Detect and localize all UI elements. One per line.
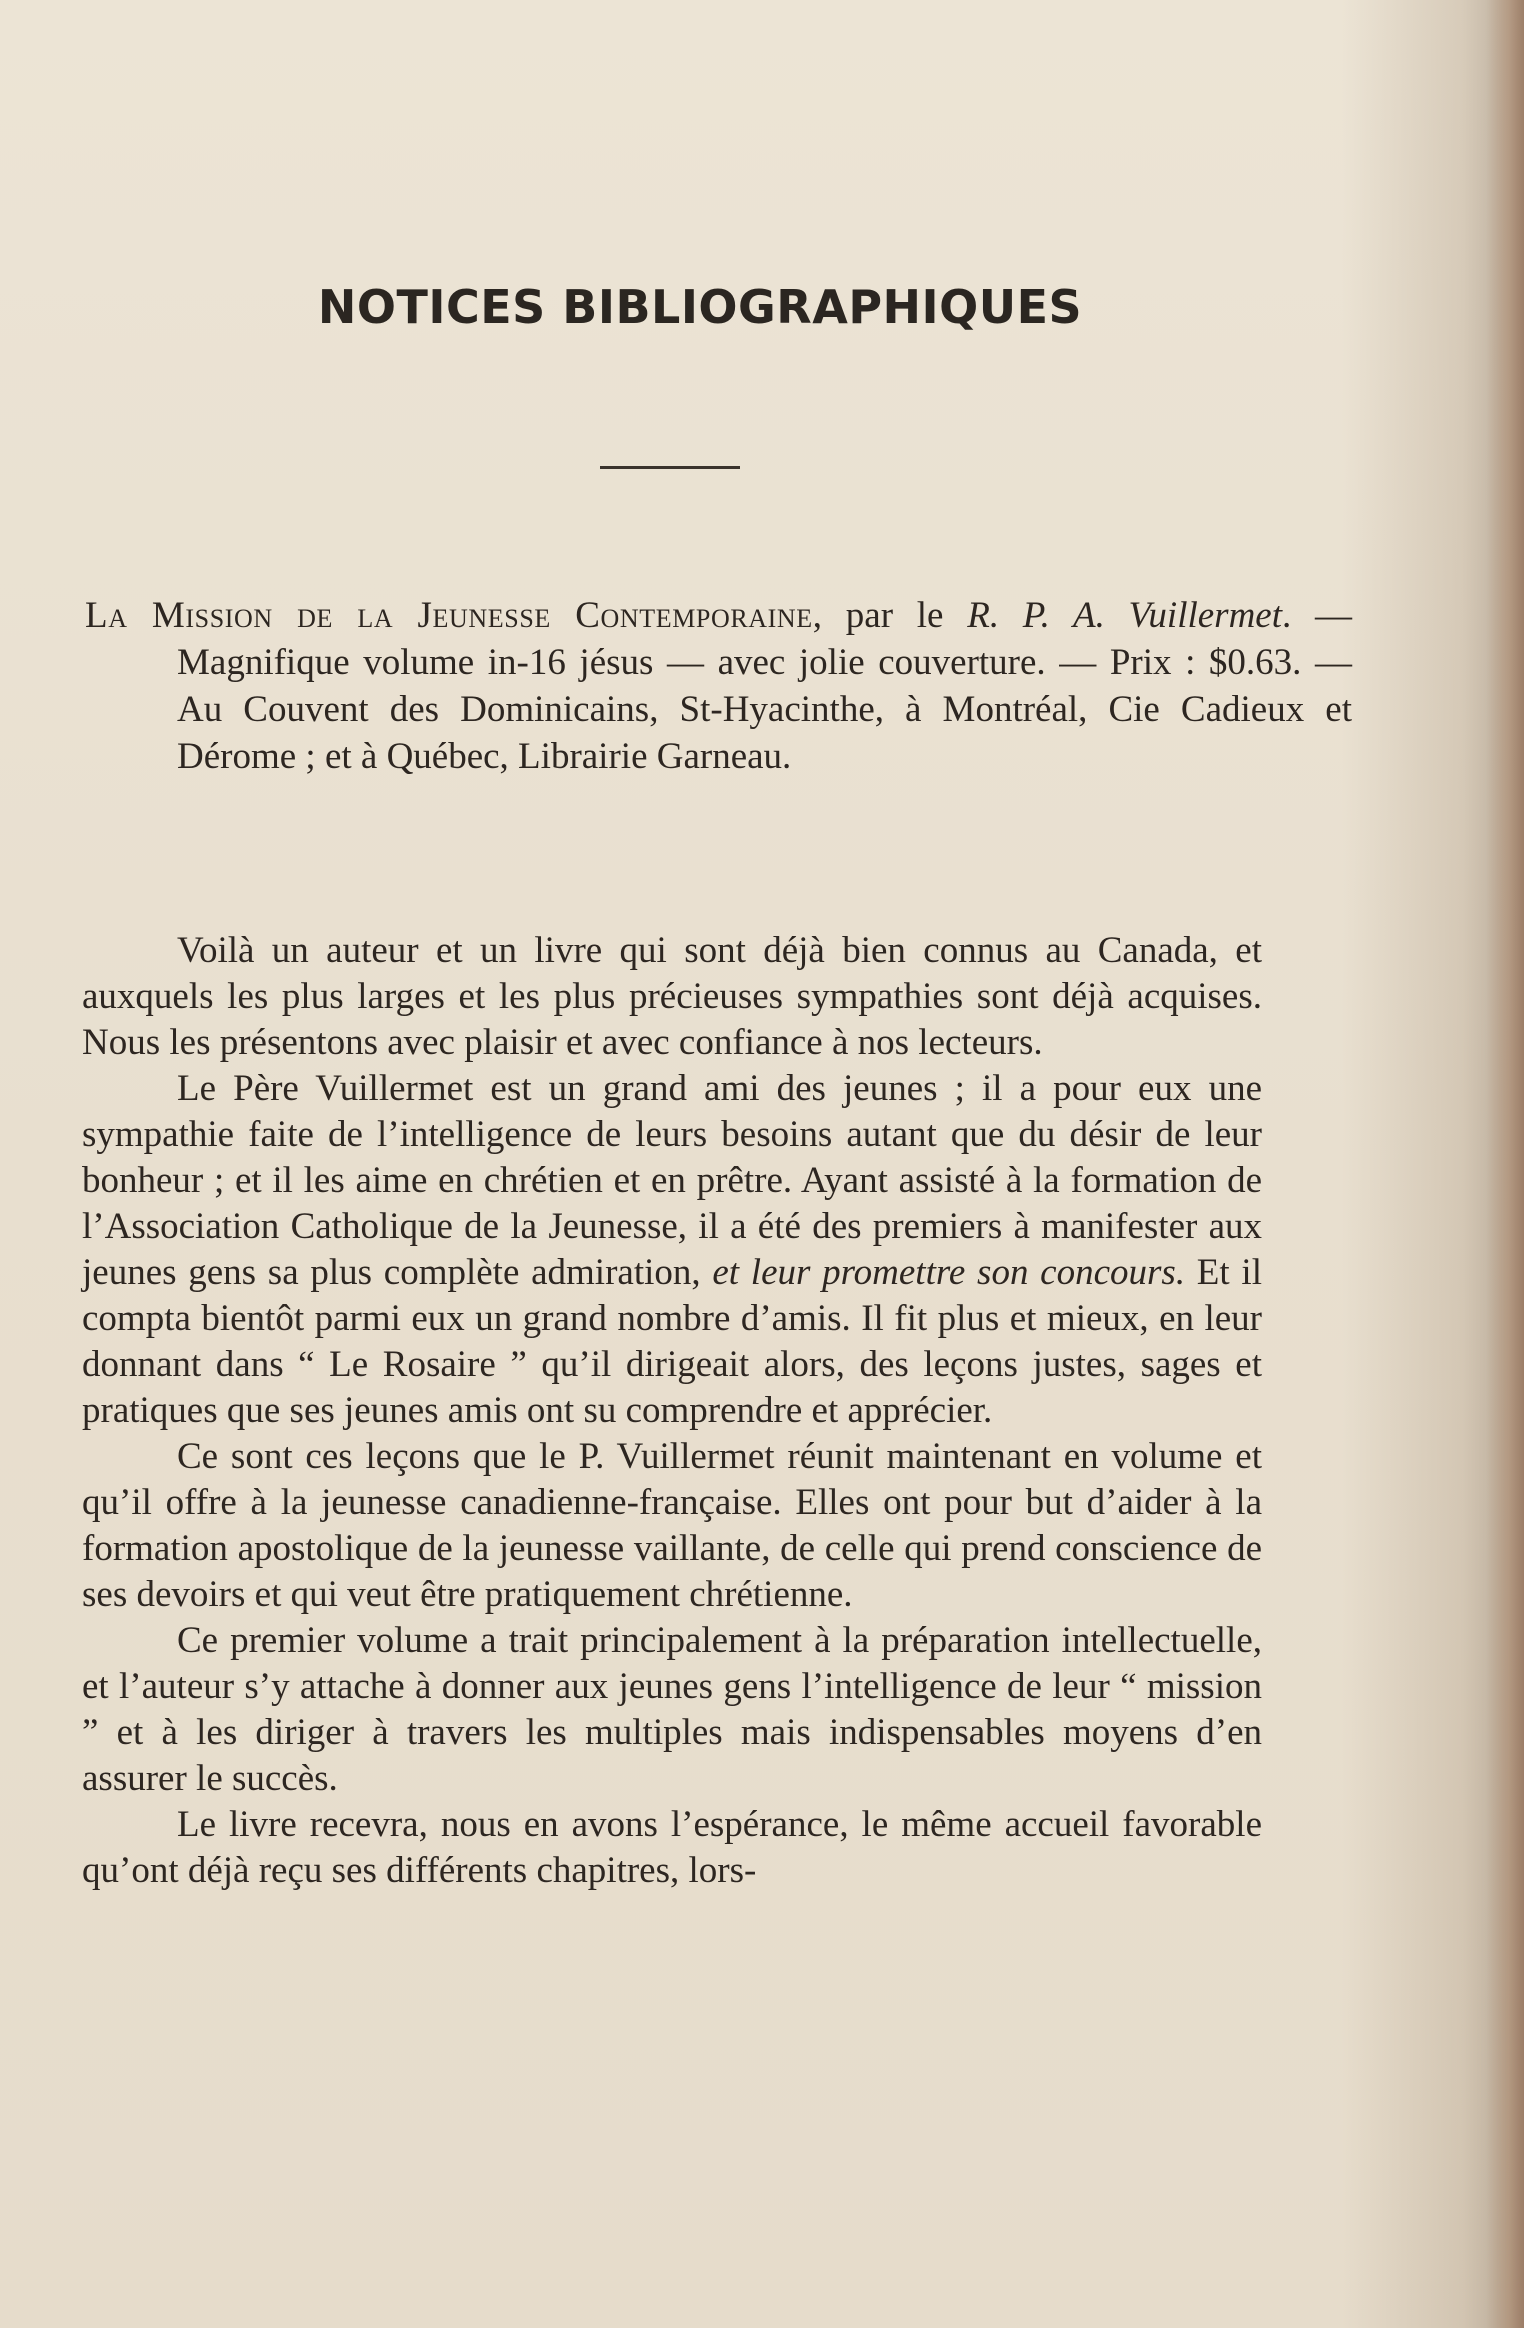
review-body [82,928,1262,1894]
paragraph-3: Ce sont ces leçons que le P. Vuillermet réunit maintenant en volume et qu’il offre à la jeunesse canadienne-française. Elles ont pour but d’aider à la formation apostolique de la jeunesse vaillante, de celle qui prend conscience de ses devoirs et qui veut être pratiquement chrétienne. [82,1436,1262,1615]
bibliographic-entry [85,592,1352,780]
heading-divider [600,466,740,469]
paragraph-2-part-2: Et il compta bientôt parmi eux un grand nombre d’amis. Il fit plus et mieux, en leur donnant dans “ Le Rosaire ” qu’il dirigeait alors, des leçons justes, sages et pratiques que ses jeunes amis ont su comprendre et apprécier. [82,1252,1262,1431]
paragraph-2-part-1: Le Père Vuillermet est un grand ami des jeunes ; il a pour eux une sympathie faite de l’intelligence de leurs besoins autant que du désir de leur bonheur ; et il les aime en chrétien et en prêtre. Ayant assisté à la formation de l’Association Catholique de la Jeunesse, il a été des premiers à manifester aux jeunes gens sa plus complète admiration, [82,1068,1262,1293]
paragraph-2-italic: et leur promettre son concours. [712,1252,1186,1293]
book-details: . — Magnifique volume in-16 jésus — avec jolie couverture. — Prix : $0.63. — Au Couvent des Dominicains, St-Hyacinthe, à Montréal, Cie Cadieux et Dérome ; et à Québec, Librairie Garneau. [177,595,1352,777]
entry-by: , par le [812,595,968,636]
section-heading: NOTICES BIBLIOGRAPHIQUES [317,280,1083,334]
book-author: R. P. A. Vuillermet [967,595,1282,636]
paragraph-2 [82,1066,1262,1434]
paragraph-4: Ce premier volume a trait principalement à la préparation intellectuelle, et l’auteur s’y attache à donner aux jeunes gens l’intelligence de leur “ mission ” et à les diriger à travers les multiples mais indispensables moyens d’en assurer le succès. [82,1620,1262,1799]
paragraph-1: Voilà un auteur et un livre qui sont déjà bien connus au Canada, et auxquels les plus larges et les plus précieuses sympathies sont déjà acquises. Nous les présentons avec plaisir et avec confiance à nos lecteurs. [82,930,1262,1063]
paragraph-5: Le livre recevra, nous en avons l’espérance, le même accueil favorable qu’ont déjà reçu ses différents chapitres, lors- [82,1804,1262,1891]
page-edge-shadow [1486,0,1524,2328]
book-title: La Mission de la Jeunesse Contemporaine [85,595,813,636]
